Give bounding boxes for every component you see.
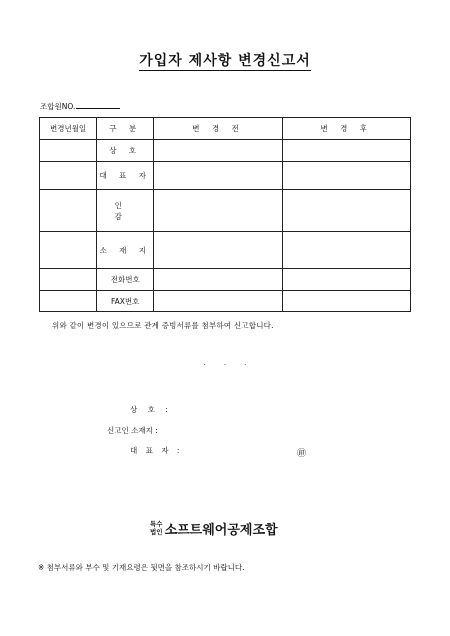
union-prefix: 특수 법인 <box>150 520 163 536</box>
after-cell[interactable] <box>282 269 410 291</box>
row-label: 대 표 자 <box>97 162 154 190</box>
statement-text: 위와 같이 변경이 있으므로 관계 증빙서류를 첨부하여 신고합니다. <box>52 321 274 330</box>
date-cell[interactable] <box>40 269 97 291</box>
change-table <box>39 117 411 312</box>
before-cell[interactable] <box>154 291 282 312</box>
signer-address-label: 신고인 소재지 : <box>107 426 158 435</box>
table-row <box>40 232 411 269</box>
row-label: 소 재 지 <box>97 232 154 269</box>
after-cell[interactable] <box>282 140 410 162</box>
header-category: 구 분 <box>97 118 154 140</box>
date-cell[interactable] <box>40 140 97 162</box>
date-mark-month: . <box>223 359 227 367</box>
signer-name-label: 상 호 : <box>130 405 172 414</box>
before-cell[interactable] <box>154 232 282 269</box>
member-number <box>40 101 120 112</box>
row-label: 상 호 <box>97 140 154 162</box>
seal-mark: ㊞ <box>297 449 307 459</box>
row-label: FAX번호 <box>97 291 154 312</box>
header-after: 변 경 후 <box>282 118 410 140</box>
before-cell[interactable] <box>154 269 282 291</box>
member-number-label: 조합원NO. <box>40 102 76 111</box>
table-row <box>40 269 411 291</box>
after-cell[interactable] <box>282 291 410 312</box>
row-label: 전화번호 <box>97 269 154 291</box>
header-before: 변 경 전 <box>154 118 282 140</box>
report-date <box>0 359 450 367</box>
footnote-text: ※ 첨부서류와 부수 및 기재요령은 뒷면을 참조하시기 바랍니다. <box>38 563 245 572</box>
table-header-row <box>40 118 411 140</box>
member-number-blank[interactable] <box>76 101 120 109</box>
table-row <box>40 190 411 232</box>
table-row <box>40 291 411 312</box>
date-cell[interactable] <box>40 190 97 232</box>
before-cell[interactable] <box>154 162 282 190</box>
date-mark-day: . <box>244 359 247 367</box>
date-cell[interactable] <box>40 291 97 312</box>
document-title: 가입자 제사항 변경신고서 <box>139 53 311 69</box>
after-cell[interactable] <box>282 190 410 232</box>
union-name <box>150 519 278 538</box>
date-mark-year: . <box>203 359 206 367</box>
before-cell[interactable] <box>154 190 282 232</box>
union-title: 소프트웨어공제조합 <box>164 523 278 538</box>
before-cell[interactable] <box>154 140 282 162</box>
after-cell[interactable] <box>282 162 410 190</box>
date-cell[interactable] <box>40 162 97 190</box>
after-cell[interactable] <box>282 232 410 269</box>
signer-rep-label: 대 표 자 : <box>130 446 183 455</box>
table-row <box>40 140 411 162</box>
header-change-date: 변경년월일 <box>40 118 97 140</box>
row-label: 인 감 <box>97 190 154 232</box>
table-row <box>40 162 411 190</box>
date-cell[interactable] <box>40 232 97 269</box>
